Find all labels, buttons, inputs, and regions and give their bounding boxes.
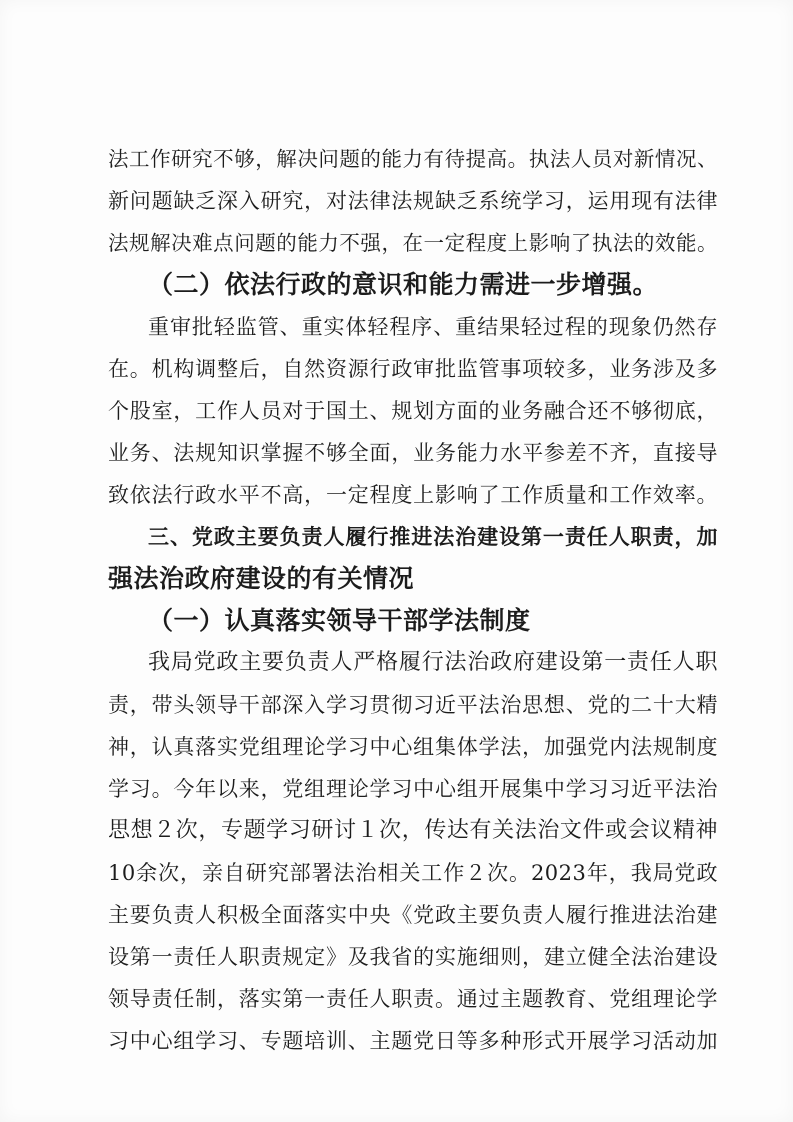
paragraph-line: 新问题缺乏深入研究，对法律法规缺乏系统学习，运用现有法律 — [108, 189, 718, 213]
paragraph-line: 思想２次，专题学习研讨１次，传达有关法治文件或会议精神 — [108, 818, 718, 843]
paragraph-line: 领导责任制，落实第一责任人职责。通过主题教育、党组理论学 — [108, 987, 718, 1011]
paragraph-line: 法规解决难点问题的能力不强，在一定程度上影响了执法的效能。 — [108, 231, 718, 255]
paragraph-line: 致依法行政水平不高，一定程度上影响了工作质量和工作效率。 — [108, 483, 718, 507]
paragraph-line: 法工作研究不够，解决问题的能力有待提高。执法人员对新情况、 — [108, 147, 718, 171]
subsection-heading-1: （一）认真落实领导干部学法制度 — [148, 606, 531, 635]
paragraph-line: 我局党政主要负责人严格履行法治政府建设第一责任人职 — [148, 650, 718, 675]
paragraph-line: 业务、法规知识掌握不够全面，业务能力水平参差不齐，直接导 — [108, 441, 718, 465]
paragraph-line: 主要负责人积极全面落实中央《党政主要负责人履行推进法治建 — [108, 903, 718, 927]
paragraph-line: 在。机构调整后，自然资源行政审批监管事项较多，业务涉及多 — [108, 357, 718, 381]
section-heading-3-cont: 强法治政府建设的有关情况 — [108, 564, 415, 593]
paragraph-line: 重审批轻监管、重实体轻程序、重结果轻过程的现象仍然存 — [148, 315, 718, 339]
section-heading-2: （二）依法行政的意识和能力需进一步增强。 — [148, 270, 659, 299]
paragraph-line: 神，认真落实党组理论学习中心组集体学法，加强党内法规制度 — [108, 735, 718, 759]
paragraph-line: 责，带头领导干部深入学习贯彻习近平法治思想、党的二十大精 — [108, 693, 718, 717]
paragraph-line: 个股室，工作人员对于国土、规划方面的业务融合还不够彻底， — [108, 399, 718, 423]
paragraph-line: 设第一责任人职责规定》及我省的实施细则，建立健全法治建设 — [108, 945, 718, 969]
paragraph-line: 习中心组学习、专题培训、主题党日等多种形式开展学习活动加 — [108, 1029, 718, 1053]
paragraph-line: 学习。今年以来，党组理论学习中心组开展集中学习习近平法治 — [108, 777, 718, 801]
section-heading-3: 三、党政主要负责人履行推进法治建设第一责任人职责，加 — [148, 524, 718, 549]
paragraph-line: 10余次，亲自研究部署法治相关工作２次。2023年，我局党政 — [108, 861, 718, 885]
